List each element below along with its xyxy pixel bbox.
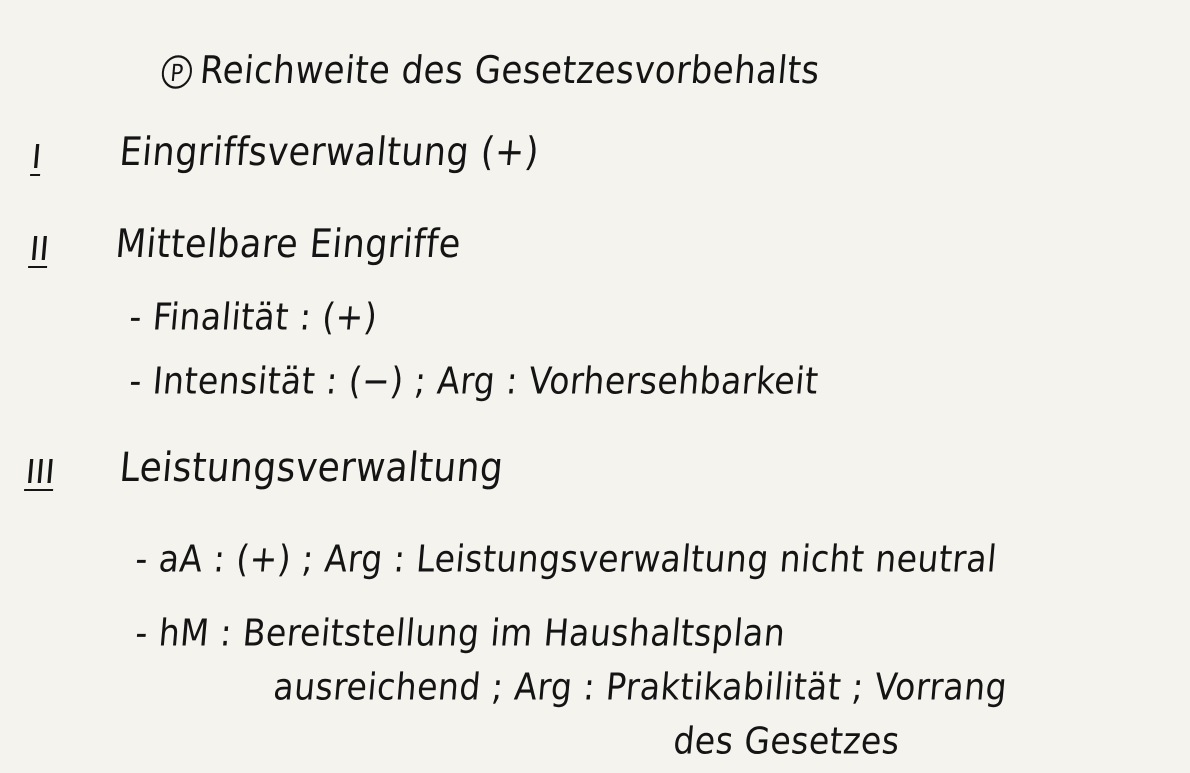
section-heading-3: Leistungsverwaltung (117, 445, 506, 492)
section-numeral-1: I (30, 137, 44, 176)
section-3-bullet-3: ausreichend ; Arg : Praktikabilität ; Vorrang (271, 664, 1010, 709)
section-3-bullet-2: - hM : Bereitstellung im Haushaltsplan (133, 610, 788, 655)
section-numeral-2: II (28, 229, 51, 268)
section-heading-2: Mittelbare Eingriffe (113, 222, 463, 268)
section-numeral-3: III (24, 452, 57, 491)
page-title-text: Reichweite des Gesetzesvorbehalts (198, 48, 822, 94)
page-title (112, 14, 825, 128)
section-heading-1: Eingriffsverwaltung (+) (117, 130, 541, 176)
section-2-bullet-2: - Intensität : (−) ; Arg : Vorhersehbarkeit (127, 358, 821, 403)
section-3-bullet-1: - aA : (+) ; Arg : Leistungsverwaltung nicht neutral (133, 536, 999, 581)
section-2-bullet-1: - Finalität : (+) (127, 294, 380, 339)
circled-p-icon: P (161, 55, 194, 89)
section-3-bullet-4: des Gesetzes (671, 718, 902, 763)
